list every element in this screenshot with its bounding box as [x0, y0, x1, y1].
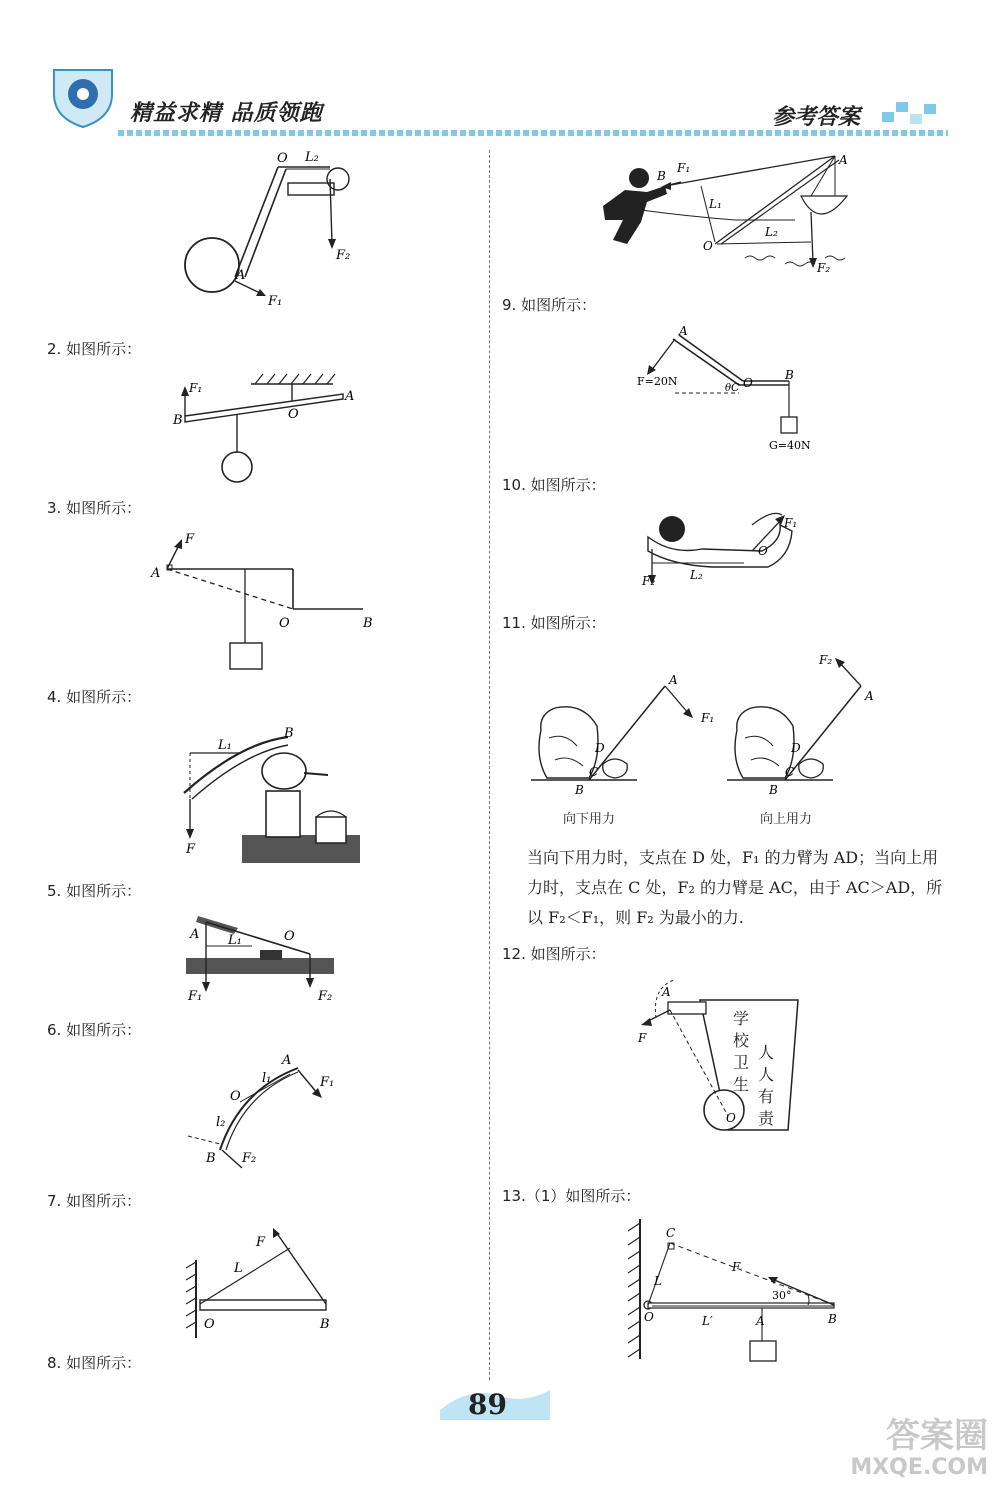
figure-q12 [632, 970, 807, 1140]
label-L: L [654, 1274, 662, 1288]
question-6-label: 6. 如图所示： [47, 1021, 142, 1039]
label-F2: F₂ [318, 989, 333, 1004]
label-F: F [732, 1260, 741, 1274]
label-D: D [595, 741, 605, 755]
figure-q9 [635, 325, 825, 455]
page-number: 89 [468, 1388, 507, 1421]
label-F20: F=20N [637, 375, 678, 388]
figure-q1 [180, 145, 380, 315]
label-O: O [743, 376, 753, 390]
label-L1: L₁ [218, 738, 232, 753]
figure-q4 [170, 725, 365, 870]
label-A: A [662, 985, 671, 999]
label-L2: L₂ [765, 225, 778, 239]
question-9-label: 9. 如图所示： [502, 296, 597, 314]
label-A: A [839, 153, 848, 167]
figure-q11 [525, 650, 885, 800]
label-B: B [173, 413, 183, 428]
header-decoration [882, 98, 942, 132]
q11-explanation: 当向下用力时，支点在 D 处，F₁ 的力臂为 AD；当向上用力时，支点在 C 处，F₂ 的力臂是 AC，由于 AC＞AD，所以 F₂＜F₁，则 F₂ 为最小的力. [527, 848, 943, 927]
label-F1: F₁ [320, 1075, 335, 1090]
label-O: O [284, 929, 295, 944]
label-F1: F₁ [677, 161, 691, 175]
label-O: O [277, 151, 288, 166]
label-O: O [758, 544, 768, 558]
figure-q3 [145, 525, 380, 675]
label-A: A [236, 268, 246, 283]
label-F1: F₁ [188, 989, 203, 1004]
label-F2: F₂ [642, 574, 656, 588]
label-B: B [363, 616, 373, 631]
label-L1: L₁ [709, 197, 722, 211]
figure-q6 [180, 1050, 340, 1170]
caption-push-up: 向上用力 [760, 812, 813, 827]
label-F2: F₂ [819, 653, 833, 667]
question-12-label: 12. 如图所示： [502, 945, 606, 963]
label-B: B [785, 368, 794, 382]
label-A: A [865, 689, 874, 703]
label-F1: F₁ [189, 381, 203, 395]
label-F1: F₁ [701, 711, 715, 725]
figure-q5 [180, 908, 340, 1008]
label-O: O [644, 1310, 654, 1324]
label-B: B [828, 1312, 837, 1326]
label-C: C [731, 381, 740, 394]
label-D: D [791, 741, 801, 755]
question-8-label: 8. 如图所示： [47, 1354, 142, 1372]
question-10-label: 10. 如图所示： [502, 476, 606, 494]
question-13-label: 13.（1）如图所示： [502, 1187, 641, 1205]
column-divider [489, 150, 490, 1380]
label-A: A [679, 325, 688, 338]
label-F2: F₂ [242, 1151, 257, 1166]
label-A: A [151, 566, 161, 581]
label-O: O [204, 1317, 215, 1332]
label-B: B [657, 169, 666, 183]
header-rule [118, 130, 948, 136]
label-30deg: 30° [772, 1289, 792, 1302]
watermark-top: 答案圈 [886, 1416, 988, 1456]
label-G40: G=40N [769, 439, 811, 452]
label-A: A [345, 389, 355, 404]
caption-push-down: 向下用力 [563, 812, 616, 827]
question-2-label: 2. 如图所示： [47, 340, 142, 358]
label-A: A [756, 1314, 765, 1328]
label-l1: l₁ [262, 1071, 272, 1086]
label-F1: F₁ [784, 516, 798, 530]
label-B: B [575, 783, 584, 797]
label-F2: F₂ [336, 248, 351, 263]
label-O: O [279, 616, 290, 631]
label-B: B [320, 1317, 330, 1332]
question-4-label: 4. 如图所示： [47, 688, 142, 706]
figure-q7 [180, 1220, 340, 1340]
figure-q8 [595, 150, 865, 280]
question-11-label: 11. 如图所示： [502, 614, 606, 632]
figure-q13 [622, 1215, 847, 1365]
section-title: 参考答案 [772, 104, 861, 130]
watermark [850, 1416, 988, 1484]
label-Lprime: L′ [702, 1314, 713, 1328]
label-C: C [785, 765, 795, 779]
label-l2: l₂ [216, 1115, 226, 1130]
shield-logo [50, 64, 116, 130]
figure-q2 [165, 370, 365, 485]
figure-q10 [632, 505, 802, 600]
label-A: A [190, 927, 200, 942]
sign-text-school-hygiene: 学校卫生 [733, 1009, 750, 1094]
header-slogan: 精益求精 品质领跑 [130, 100, 323, 126]
label-O: O [703, 239, 713, 253]
label-L2: L₂ [305, 150, 319, 165]
label-C: C [666, 1226, 676, 1240]
label-L: L [234, 1261, 243, 1276]
label-F2: F₂ [817, 261, 831, 275]
label-F1: F₁ [268, 294, 283, 309]
label-A: A [282, 1053, 292, 1068]
label-B: B [206, 1151, 216, 1166]
label-F: F [186, 842, 196, 857]
label-C: C [589, 765, 599, 779]
label-L1: L₁ [228, 933, 242, 948]
label-F: F [185, 532, 195, 547]
watermark-bottom: MXQE.COM [850, 1455, 988, 1480]
question-7-label: 7. 如图所示： [47, 1192, 142, 1210]
question-3-label: 3. 如图所示： [47, 499, 142, 517]
label-O: O [230, 1089, 241, 1104]
label-B: B [284, 726, 294, 741]
label-L2: L₂ [690, 568, 703, 582]
label-F: F [256, 1235, 266, 1250]
label-F: F [638, 1031, 647, 1045]
label-theta: θ [725, 383, 732, 394]
label-B: B [769, 783, 778, 797]
label-O: O [288, 407, 299, 422]
label-A: A [669, 673, 678, 687]
question-5-label: 5. 如图所示： [47, 882, 142, 900]
sign-text-everyone-responsible: 人人有责 [758, 1043, 775, 1128]
label-O: O [726, 1111, 736, 1125]
